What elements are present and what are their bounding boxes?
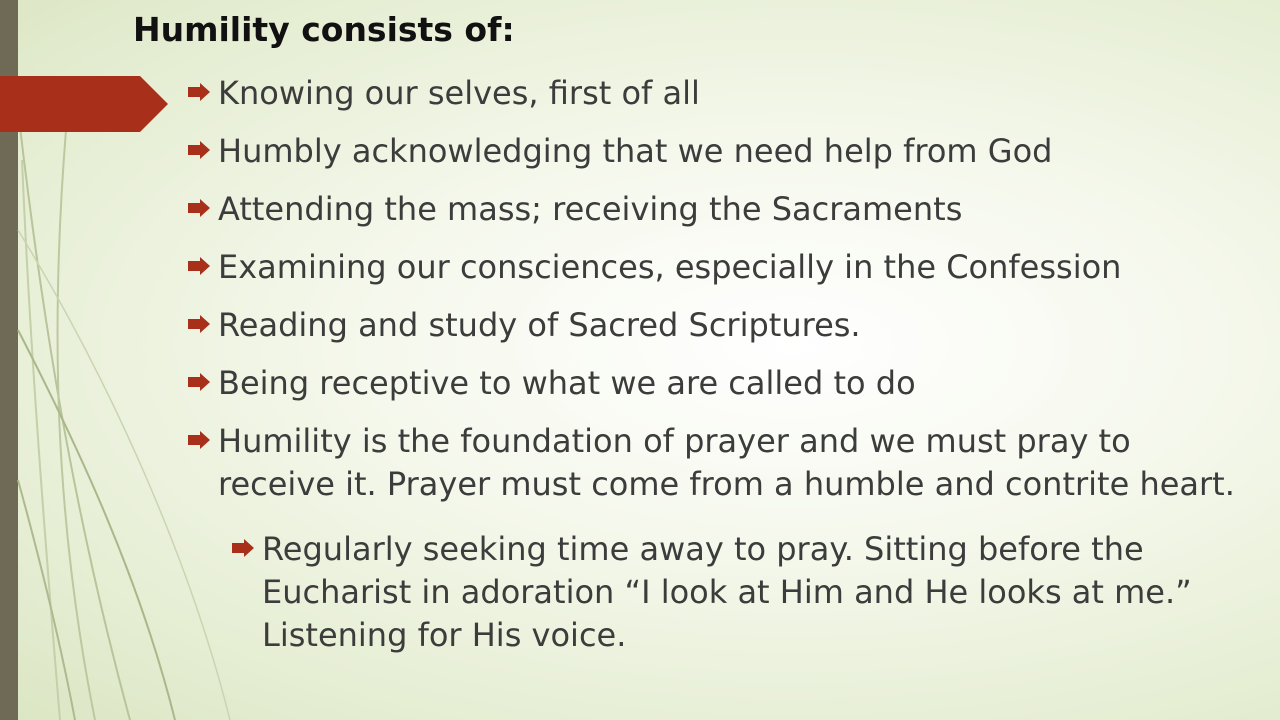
arrow-bullet-icon <box>186 140 212 160</box>
red-arrow-icon <box>0 76 168 132</box>
bullet-item <box>186 304 1246 347</box>
arrow-bullet-icon <box>186 430 212 450</box>
bullet-text: Knowing our selves, first of all <box>218 74 700 112</box>
bullet-item <box>186 246 1246 289</box>
arrow-bullet-icon <box>186 314 212 334</box>
bullet-item <box>186 362 1246 405</box>
arrow-bullet-icon <box>186 198 212 218</box>
sub-bullet-item <box>230 528 1246 657</box>
bullet-item <box>186 72 1246 115</box>
arrow-bullet-icon <box>230 538 256 558</box>
arrow-bullet-icon <box>186 82 212 102</box>
arrow-bullet-icon <box>186 256 212 276</box>
bullet-text: Examining our consciences, especially in the Confession <box>218 248 1122 286</box>
bullet-text: Being receptive to what we are called to do <box>218 364 916 402</box>
sub-bullet-text: Regularly seeking time away to pray. Sitting before the Eucharist in adoration “I look at Him and He looks at me.” Listening for His voice. <box>262 530 1192 654</box>
bullet-text: Reading and study of Sacred Scriptures. <box>218 306 861 344</box>
bullet-text: Attending the mass; receiving the Sacraments <box>218 190 963 228</box>
bullet-item <box>186 188 1246 231</box>
bullet-text: Humbly acknowledging that we need help from God <box>218 132 1053 170</box>
bullet-text: Humility is the foundation of prayer and we must pray to receive it. Prayer must come from a humble and contrite heart. <box>218 422 1235 503</box>
bullet-list <box>186 72 1246 672</box>
slide-title: Humility consists of: <box>133 10 515 49</box>
arrow-bullet-icon <box>186 372 212 392</box>
bullet-item <box>186 130 1246 173</box>
bullet-item <box>186 420 1246 506</box>
